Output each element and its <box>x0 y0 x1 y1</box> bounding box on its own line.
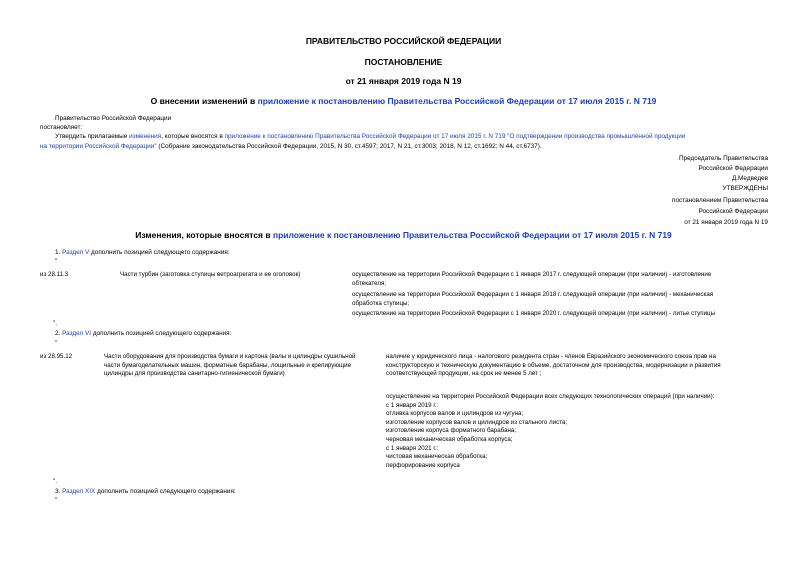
signature-line-2: Российской Федерации <box>698 165 768 172</box>
signature-line-1: Председатель Правительства <box>679 155 768 162</box>
intro-text-b: , которые вносятся в <box>161 133 225 140</box>
req-line: изготовление корпусов валов и цилиндров из стального листа; <box>386 418 568 426</box>
changes-link[interactable]: изменения <box>129 133 162 140</box>
item-2-heading <box>55 330 231 339</box>
req-line: чистовая механическая обработка; <box>386 453 488 461</box>
resolution-link-cont[interactable]: на территории Российской Федерации" <box>40 143 157 150</box>
intro-paragraph-line-2 <box>40 143 542 152</box>
item-2-product: Части оборудования для производства бумаги и картона (валы и цилиндры сушильной части бумагоделательных машин, форматные барабаны, лощильные и крепирующие цилиндры для производства санитарно-гигиенической бумаги) <box>104 353 356 378</box>
item-number: 3. <box>55 488 63 495</box>
item-1-quote-close: ". <box>53 320 58 327</box>
item-3-quote-open: " <box>55 497 58 504</box>
intro-text-c: (Собрание законодательства Российской Федерации, 2015, N 30, ст.4597; 2017, N 21, ст.3003; 2018, N 12, ст.1692; N 44, ст.6737). <box>156 143 542 150</box>
item-1-requirement-3: осуществление на территории Российской Федерации с 1 января 2020 г. следующей операции (при наличии) - литье ступицы <box>352 310 716 317</box>
item-text: дополнить позицией следующего содержания: <box>95 488 236 495</box>
req-line: с 1 января 2019 г.: <box>386 401 439 409</box>
approved-line-1: УТВЕРЖДЕНЫ <box>722 185 768 192</box>
intro-paragraph-line-1 <box>55 133 685 142</box>
approved-line-2: постановлением Правительства <box>672 197 768 204</box>
req-line: черновая механическая обработка корпуса; <box>386 435 513 443</box>
item-1-product: Части турбин (заготовка ступицы ветроагрегата и ее оголовок) <box>120 271 301 278</box>
intro-text-a: Утвердить прилагаемые <box>55 133 130 140</box>
section-vi-link[interactable]: Раздел VI <box>62 330 92 337</box>
item-1-quote-open: " <box>55 258 58 265</box>
item-text: дополнить позицией следующего содержания: <box>91 330 232 337</box>
document-subject <box>0 96 807 106</box>
document-type-title: ПОСТАНОВЛЕНИЕ <box>364 57 443 67</box>
intro-line-2: постановляет: <box>40 124 83 131</box>
document-org-title: ПРАВИТЕЛЬСТВО РОССИЙСКОЙ ФЕДЕРАЦИИ <box>305 36 502 46</box>
item-2-quote-close: ". <box>53 478 58 485</box>
req-line: изготовление корпуса форматного барабана; <box>386 427 517 435</box>
section-v-link[interactable]: Раздел V <box>62 249 90 256</box>
changes-title <box>0 230 807 240</box>
item-number: 2. <box>55 330 63 337</box>
signature-name: Д.Медведев <box>731 175 768 182</box>
item-3-heading <box>55 488 236 497</box>
item-1-code: из 28.11.3 <box>40 271 69 278</box>
item-number: 1. <box>55 249 63 256</box>
changes-title-prefix: Изменения, которые вносятся в <box>135 230 273 240</box>
req-line: с 1 января 2021 г.: <box>386 444 439 452</box>
item-2-requirement-2-list <box>386 393 756 470</box>
item-1-requirement-2: осуществление на территории Российской Федерации с 1 января 2018 г. следующей операции (при наличии) - механическая обработка ступицы; <box>352 291 714 307</box>
approved-line-3: Российской Федерации <box>698 208 768 215</box>
resolution-link[interactable]: приложение к постановлению Правительства Российской Федерации от 17 июля 2015 г. N 719 "О подтверждении производства промышленной продукции <box>224 133 686 140</box>
section-xix-link[interactable]: Раздел XIX <box>62 488 96 495</box>
document-date-number: от 21 января 2019 года N 19 <box>345 76 462 86</box>
req-line: отливка корпусов валов и цилиндров из чугуна; <box>386 410 524 418</box>
item-1-heading <box>55 249 230 258</box>
approved-line-4: от 21 января 2019 года N 19 <box>684 219 768 226</box>
intro-line-1: Правительство Российской Федерации <box>55 115 172 122</box>
subject-prefix: О внесении изменений в <box>150 96 258 106</box>
item-1-requirement-1: осуществление на территории Российской Федерации с 1 января 2017 г. следующей операции (при наличии) - изготовление обтекателя; <box>352 271 712 287</box>
item-2-requirement-1: наличие у юридического лица - налогового резидента стран - членов Евразийского экономического союза прав на конструкторскую и техническую документацию в объеме, достаточном для производства, модернизации и развития соответствующей продукции, на срок не менее 5 лет ; <box>386 353 721 378</box>
subject-link[interactable]: приложение к постановлению Правительства Российской Федерации от 17 июля 2015 г. N 719 <box>257 96 657 106</box>
item-text: дополнить позицией следующего содержания: <box>89 249 230 256</box>
item-2-quote-open: " <box>55 340 58 347</box>
req-line: перфорирование корпуса <box>386 461 460 469</box>
changes-title-link[interactable]: приложение к постановлению Правительства Российской Федерации от 17 июля 2015 г. N 719 <box>272 230 672 240</box>
req-line: осуществление на территории Российской Федерации всех следующих технологических операций (при наличии): <box>386 393 715 400</box>
item-2-code: из 28.95.12 <box>40 353 73 360</box>
